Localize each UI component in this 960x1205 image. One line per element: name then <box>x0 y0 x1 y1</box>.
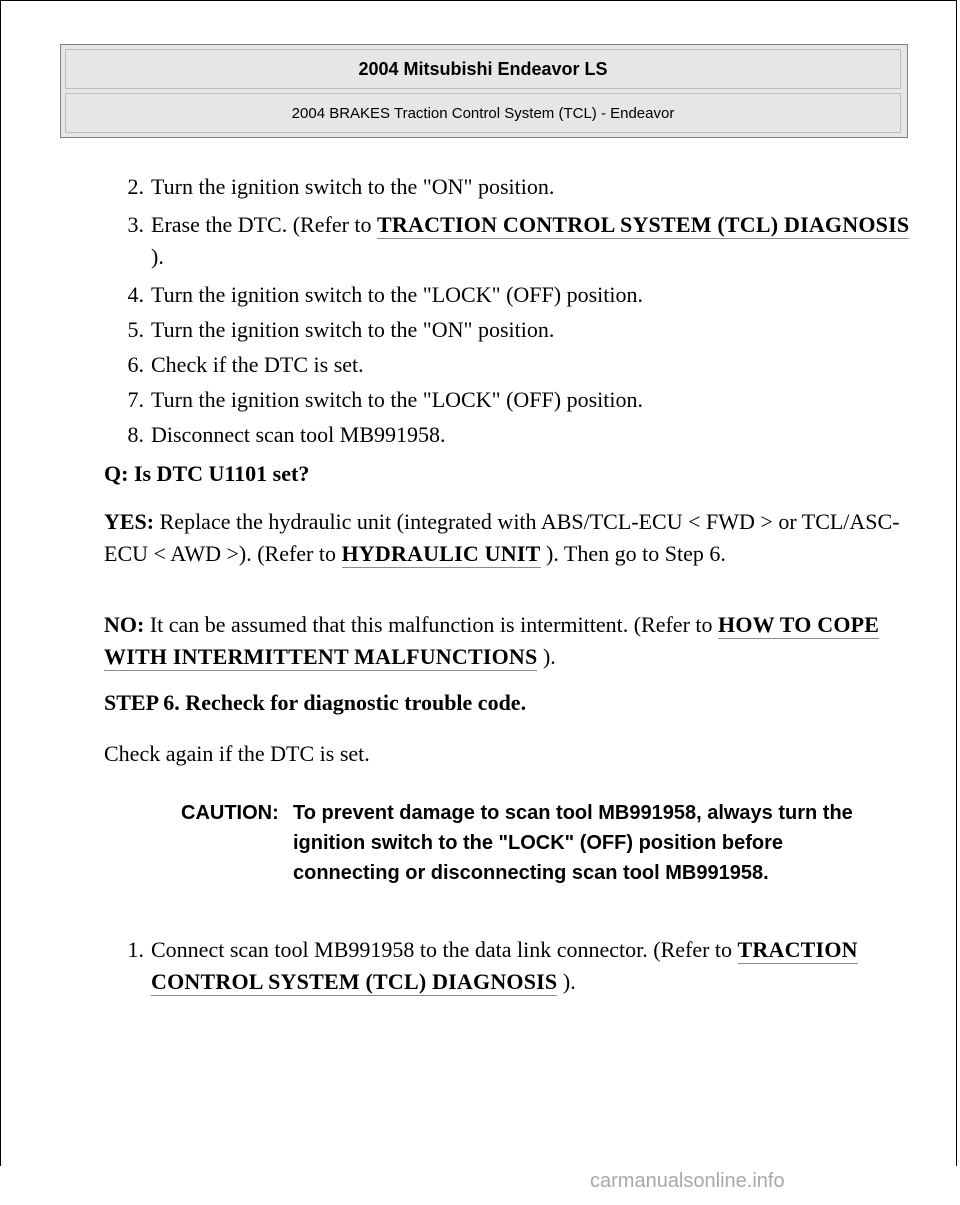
link-tcl-diagnosis[interactable]: TRACTION CONTROL SYSTEM (TCL) DIAGNOSIS <box>377 212 910 237</box>
step-text: Turn the ignition switch to the "LOCK" (OFF) position. <box>151 282 644 307</box>
step-number: 5. <box>127 317 144 342</box>
step-number: 7. <box>127 387 144 412</box>
yes-label: YES: <box>104 509 155 534</box>
header-subtitle: 2004 BRAKES Traction Control System (TCL) - Endeavor <box>65 93 901 133</box>
step-number: 1. <box>127 937 144 962</box>
caution-text: To prevent damage to scan tool MB991958, always turn the ignition switch to the "LOCK" (OFF) position before connecting or disconnecting scan tool MB991958. <box>293 802 853 884</box>
yes-text-end: ). Then go to Step 6. <box>540 541 726 566</box>
step-text: Turn the ignition switch to the "ON" position. <box>151 317 555 342</box>
step-text: Connect scan tool MB991958 to the data link connector. (Refer to <box>151 937 738 962</box>
link-intermittent-malfunctions[interactable]: HOW TO COPE WITH INTERMITTENT MALFUNCTIONS <box>104 612 880 669</box>
step-item-2 <box>104 174 911 200</box>
procedure-steps-b <box>104 934 911 998</box>
no-answer <box>104 609 904 673</box>
step-number: 8. <box>127 422 144 447</box>
step-item-6 <box>104 352 911 378</box>
question-text: Q: Is DTC U1101 set? <box>104 461 310 486</box>
step-item-1 <box>104 934 911 998</box>
step6-heading: STEP 6. Recheck for diagnostic trouble code. <box>104 690 527 715</box>
no-text: It can be assumed that this malfunction is intermittent. (Refer to <box>144 612 719 637</box>
no-label: NO: <box>104 612 145 637</box>
step-text-end: ). <box>557 969 576 994</box>
step-item-7 <box>104 387 911 413</box>
step-text: Check if the DTC is set. <box>151 352 364 377</box>
header-title: 2004 Mitsubishi Endeavor LS <box>65 49 901 89</box>
step-number: 4. <box>127 282 144 307</box>
step-item-4 <box>104 282 911 308</box>
procedure-steps-a <box>104 174 911 448</box>
step-text: Disconnect scan tool MB991958. <box>151 422 446 447</box>
step-text: Erase the DTC. (Refer to <box>151 212 378 237</box>
step-text-end: ). <box>151 244 164 269</box>
step-number: 6. <box>127 352 144 377</box>
step-item-5 <box>104 317 911 343</box>
step-item-8 <box>104 422 911 448</box>
step-text: Turn the ignition switch to the "LOCK" (OFF) position. <box>151 387 644 412</box>
yes-text: Replace the hydraulic unit (integrated with ABS/TCL-ECU < FWD > or TCL/ASC-ECU < AWD >). (Refer to <box>104 509 900 566</box>
check-again-text: Check again if the DTC is set. <box>104 741 370 766</box>
link-hydraulic-unit[interactable]: HYDRAULIC UNIT <box>341 541 541 566</box>
step-number: 2. <box>127 174 144 199</box>
site-watermark-logo: carmanualsonline.info <box>590 1170 785 1192</box>
caution-label: CAUTION: <box>181 802 279 824</box>
step-item-3 <box>104 209 911 273</box>
no-text-end: ). <box>537 644 556 669</box>
link-tcl-diagnosis-2[interactable]: TRACTION CONTROL SYSTEM (TCL) DIAGNOSIS <box>151 937 858 994</box>
step-text: Turn the ignition switch to the "ON" position. <box>151 174 555 199</box>
step-number: 3. <box>127 212 144 237</box>
yes-answer <box>104 506 904 570</box>
